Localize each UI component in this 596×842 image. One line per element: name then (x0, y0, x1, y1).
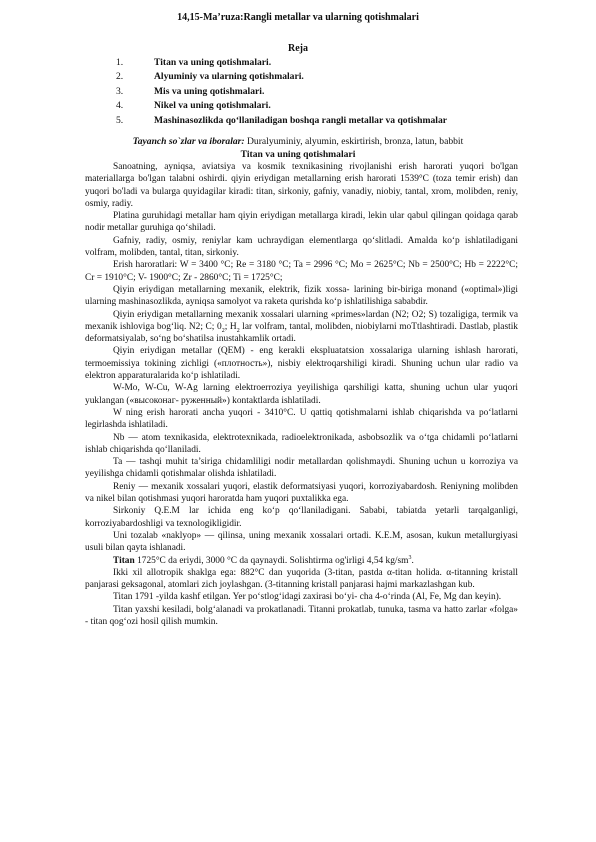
body-text (85, 161, 518, 628)
paragraph (85, 555, 518, 567)
plan-item (116, 85, 556, 99)
paragraph: Nb — atom texnikasida, elektrotexnikada, radioelektronikada, asbobsozlik va o‘tga chidamli po‘latlarni ishlab chiqarishda qo‘llaniladi. (85, 432, 518, 455)
keywords-text: Duralyuminiy, alyumin, eskirtirish, bronza, latun, babbit (244, 136, 464, 147)
paragraph: Ikki xil allotropik shaklga ega: 882°C dan yuqorida (3-titan, pastda α-titan holida. α-titanning kristall panjarasi geksagonal, atomlari zich joylashgan. (3-titanning kristall panjarasi hajmi markazlashgan kub. (85, 567, 518, 591)
plan-item-number: 3. (116, 85, 124, 97)
paragraph: Sirkoniy Q.E.M lar ichida eng ko‘p qo‘llaniladigani. Sababi, tabiatda yetarli tarqalganligi, korroziyabardoshligi va texnologikligidir. (85, 506, 518, 529)
bold-term: Titan (113, 555, 135, 566)
plan-item-number: 5. (116, 114, 124, 126)
paragraph-text: Qiyin eriydigan metallarning mexanik xossalari ularning «primes»lardan (N2; O2; S) tozaligiga, termik va mexanik ishloviga bog‘liq. N2; C; 0 (85, 309, 518, 332)
plan-item-text: Mashinasozlikda qo‘llaniladigan boshqa rangli metallar va qotishmalar (154, 114, 448, 126)
plan-item-number: 2. (116, 71, 124, 83)
plan-item-number: 4. (116, 100, 124, 112)
plan-item-text: Nikel va uning qotishmalari. (154, 100, 271, 112)
plan-item (116, 99, 556, 113)
plan-item (116, 70, 556, 84)
paragraph: Platina guruhidagi metallar ham qiyin eriydigan metallarga kiradi, lekin ular qabul qilingan qoidaga qarab nodir metallar guruhiga qo‘shiladi. (85, 211, 518, 234)
paragraph: Reniy — mexanik xossalari yuqori, elastik deformatsiyasi yuqori, korroziyabardosh. Reniyning molibden va nikel bilan qotishmasi yuqori haroratda ham yuqori puxtalikka ega. (85, 481, 518, 505)
keywords-line (0, 136, 596, 148)
paragraph: Ta — tashqi muhit ta’siriga chidamliligi nodir metallardan qolishmaydi. Shuning uchun u korroziya va yeyilishga chidamli qotishmalar olishda ishlatiladi. (85, 457, 518, 480)
paragraph: Qiyin eriydigan metallar (QEM) - eng kerakli ekspluatatsion xossalariga ularning ishlash harorati, termoemissiya tokining zichligi («плотность»), nisbiy elektroqarshiligi kiradi. Shuning uchun ular radio va elektron apparaturalarida ko‘p ishlatiladi. (85, 346, 518, 382)
subscript: 2 (221, 327, 225, 334)
plan-item-text: Mis va uning qotishmalari. (154, 85, 265, 97)
paragraph-text: ; H (224, 321, 237, 332)
section-title: Titan va uning qotishmalari (240, 149, 356, 160)
plan-item (116, 56, 556, 70)
plan-item-text: Alyuminiy va ularning qotishmalari. (154, 71, 304, 83)
plan-list (116, 56, 556, 128)
paragraph: Qiyin eriydigan metallarning mexanik, elektrik, fizik xossa- larining bir-biriga monand («optimal»)ligi ularning mashinasozlikda, ayniqsa samolyot va raketa qurishda ko‘p ishlatilishiga sababdir. (85, 284, 518, 308)
keywords-label: Tayanch so`zlar va iboralar: (132, 136, 245, 147)
paragraph: Uni tozalab «naklyop» — qilinsa, uning mexanik xossalari ortadi. K.E.M, asosan, kukun metallurgiyasi usuli bilan qayta ishlanadi. (85, 530, 518, 554)
plan-item-text: Titan va uning qotishmalari. (154, 57, 272, 68)
paragraph: Titan 1791 -yilda kashf etilgan. Yer po‘stlog‘idagi zaxirasi bo‘yi- cha 4-o‘rinda (Al, Fe, Mg dan keyin). (113, 592, 502, 603)
paragraph: Sanoatning, ayniqsa, aviatsiya va kosmik texnikasining rivojlanishi erish harorati yuqori bo'lgan materiallarga bo'lgan talabni oshirdi. qiyin eriydigan metallarning erish harorati 1539°C (toza temir erish) dan yuqori bo'ladi va bularga quyidagilar kiradi: titan, sirkoniy, gafniy, vanadiy, niobiy, tantal, xrom, molibden, reniy, osmiy, radiy. (85, 162, 518, 209)
paragraph-text: lar volfram, tantal, molibden, niobiylarni moTtlashtiradi. Dastlab, plastik deformatsiyalab, so‘ng bo‘shatilsa inustahkamlik ortadi. (85, 321, 518, 345)
paragraph-text: . (411, 555, 414, 566)
paragraph: Titan yaxshi kesiladi, bolg‘alanadi va prokatlanadi. Titanni prokatlab, tunuka, tasma va hatto zarlar «folga» - titan qog‘ozi hosil qilish mumkin. (85, 604, 518, 627)
paragraph-text: 1725°C da eriydi, 3000 °C da qaynaydi. Solishtirma og'irligi 4,54 kg/sm (134, 555, 409, 566)
paragraph: W ning erish harorati ancha yuqori - 3410°C. U qattiq qotishmalarni ishlab chiqarishda va po‘latlarni legirlashda ishlatiladi. (85, 407, 518, 431)
plan-item-number: 1. (116, 57, 124, 68)
paragraph (85, 309, 518, 346)
plan-item (116, 114, 556, 128)
plan-heading: Reja (288, 43, 308, 54)
paragraph: W-Mo, W-Cu, W-Ag larning elektroerroziya yeyilishiga qarshiligi katta, shuning uchun ular yuqori yuklangan («высоконаг- руженный») kontaktlarda ishlatiladi. (85, 383, 518, 406)
lecture-title: 14,15-Ma’ruza:Rangli metallar va ularning qotishmalari (177, 12, 419, 23)
superscript: 3 (408, 554, 412, 561)
paragraph: Gafniy, radiy, osmiy, reniylar kam uchraydigan elementlarga qo‘slitladi. Amalda ko‘p ishlatiladigani volfram, molibden, tantal, titan, sirkoniy. (85, 235, 518, 259)
paragraph: Erish haroratlari: W = 3400 °C; Re = 3180 °C; Ta = 2996 °C; Mo = 2625°C; Nb = 2500°C; Hb = 2222°C; Cr = 1910°C; V- 1900°C; Zr - 2860°C; Ti = 1725°C; (85, 260, 518, 283)
subscript: 2 (236, 327, 240, 334)
